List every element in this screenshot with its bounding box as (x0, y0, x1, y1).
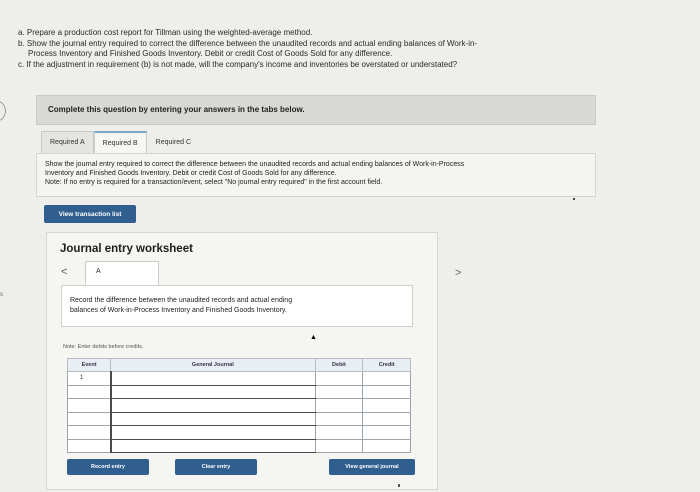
account-field[interactable] (111, 426, 315, 440)
cursor-icon: ▲ (310, 334, 317, 341)
credit-field[interactable] (363, 372, 411, 386)
question-b: b. Show the journal entry required to correct the difference between the unaudited records and actual ending balances of Work-in- (18, 38, 478, 48)
credit-field[interactable] (363, 399, 411, 413)
instruction-line-2: balances of Work-in-Process Inventory and Finished Goods Inventory. (70, 306, 287, 314)
credit-field[interactable] (363, 412, 411, 426)
panel-text-1: Show the journal entry required to correct the difference between the unaudited records and actual ending balances of Work-in-Process (45, 161, 465, 168)
debit-field[interactable] (315, 372, 363, 386)
event-cell (68, 426, 111, 440)
table-row (68, 439, 411, 453)
account-field[interactable] (111, 372, 315, 386)
account-field[interactable] (111, 399, 315, 413)
journal-table (67, 358, 411, 453)
worksheet-instruction (61, 285, 413, 341)
table-row (68, 412, 411, 426)
requirement-tabs (41, 131, 200, 153)
view-general-journal-button[interactable]: View general journal (329, 459, 415, 475)
event-cell (68, 385, 111, 399)
col-general-journal: General Journal (111, 359, 315, 372)
event-cell (68, 412, 111, 426)
question-c: c. If the adjustment in requirement (b) is not made, will the company's income and inventories be overstated or understated? (18, 59, 458, 69)
prev-arrow-icon[interactable]: < (61, 266, 68, 278)
col-credit: Credit (363, 359, 411, 372)
worksheet-tab-a[interactable]: A (85, 261, 159, 285)
tiny-mark (398, 484, 400, 487)
collapse-handle[interactable] (0, 100, 6, 122)
view-transaction-list-button[interactable]: View transaction list (44, 205, 136, 223)
event-cell (68, 399, 111, 413)
table-row (68, 385, 411, 399)
event-cell (68, 439, 111, 453)
side-mark: s (0, 292, 3, 298)
clear-entry-button[interactable]: Clear entry (175, 459, 257, 475)
question-b-cont: Process Inventory and Finished Goods Inventory. Debit or credit Cost of Goods Sold for any difference. (28, 49, 393, 58)
requirement-panel (36, 153, 596, 197)
credit-field[interactable] (363, 439, 411, 453)
panel-text-2: Inventory and Finished Goods Inventory. Debit or credit Cost of Goods Sold for any difference. (45, 170, 337, 177)
debit-field[interactable] (315, 385, 363, 399)
debit-field[interactable] (315, 412, 363, 426)
credit-field[interactable] (363, 426, 411, 440)
tab-required-a[interactable]: Required A (41, 131, 94, 153)
debit-field[interactable] (315, 426, 363, 440)
account-field[interactable] (111, 439, 315, 453)
credit-field[interactable] (363, 385, 411, 399)
record-entry-button[interactable]: Record entry (67, 459, 149, 475)
col-event: Event (68, 359, 111, 372)
worksheet-title: Journal entry worksheet (60, 243, 193, 255)
account-field[interactable] (111, 412, 315, 426)
dot-mark (573, 198, 575, 200)
question-a: a. Prepare a production cost report for Tillman using the weighted-average method. (18, 28, 313, 37)
col-debit: Debit (315, 359, 363, 372)
worksheet-note: Note: Enter debits before credits. (63, 344, 144, 350)
table-row (68, 372, 411, 386)
tab-required-b[interactable]: Required B (94, 131, 147, 153)
tab-required-c[interactable]: Required C (155, 139, 192, 146)
panel-note: Note: If no entry is required for a transaction/event, select "No journal entry required" in the first account field. (45, 179, 383, 186)
table-row (68, 426, 411, 440)
journal-entry-worksheet (46, 232, 462, 490)
account-field[interactable] (111, 385, 315, 399)
event-cell: 1 (68, 372, 111, 386)
table-row (68, 399, 411, 413)
debit-field[interactable] (315, 399, 363, 413)
instruction-line-1: Record the difference between the unaudited records and actual ending (70, 297, 293, 304)
question-list (18, 28, 618, 70)
instruction-banner: Complete this question by entering your answers in the tabs below. (36, 95, 596, 125)
next-arrow-icon[interactable]: > (455, 267, 462, 279)
debit-field[interactable] (315, 439, 363, 453)
